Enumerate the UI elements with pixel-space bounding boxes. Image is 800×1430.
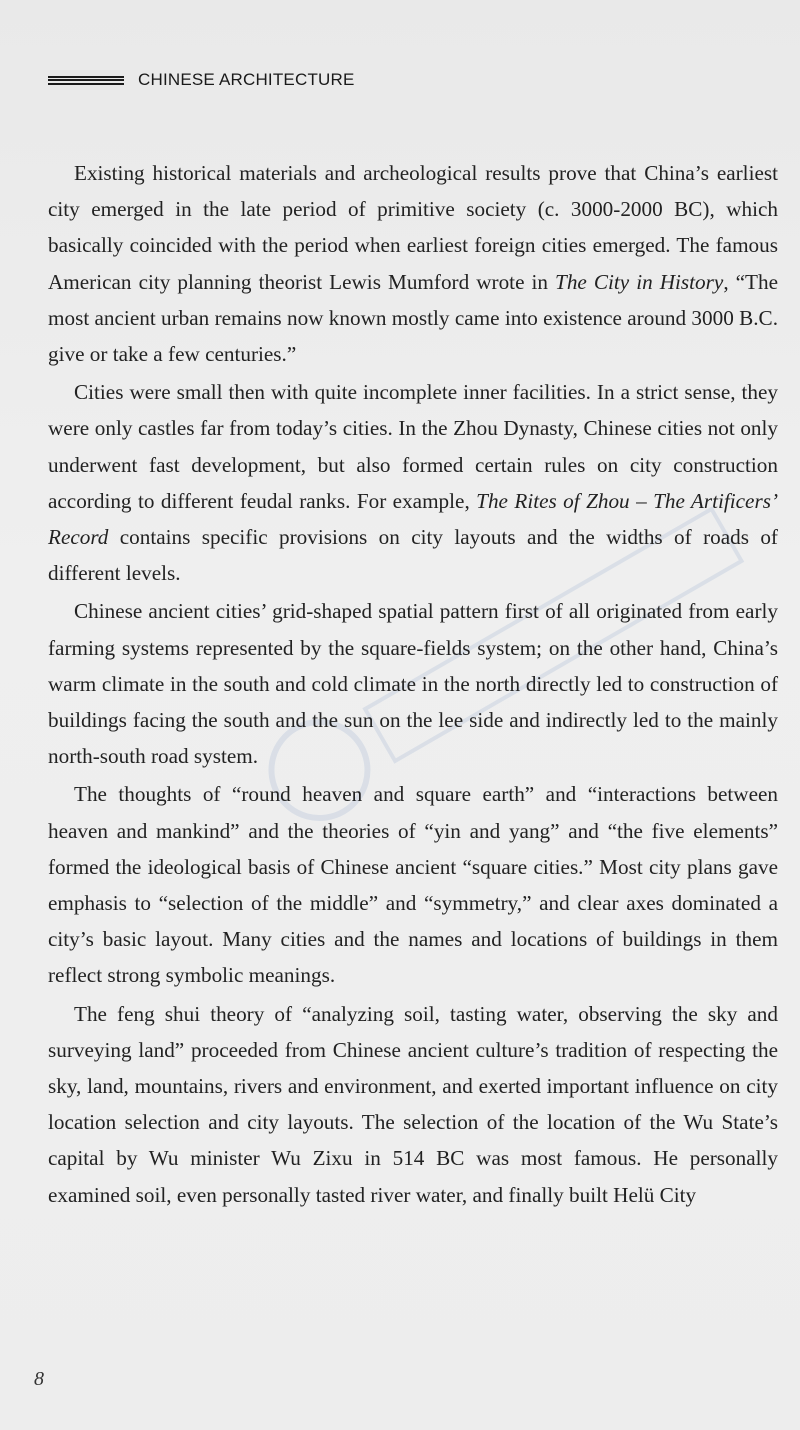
paragraph-1 [48, 155, 778, 372]
paragraph-2-text-b: contains specific provisions on city layouts and the widths of roads of different levels. [48, 525, 778, 586]
running-header [48, 70, 355, 90]
paragraph-3: Chinese ancient cities’ grid-shaped spatial pattern first of all originated from early farming systems represented by the square-fields system; on the other hand, China’s warm climate in the south and cold climate in the north directly led to construction of buildings facing the south and the sun on the lee side and indirectly led to the mainly north-south road system. [48, 599, 778, 769]
book-title-city-in-history: The City in History [555, 269, 724, 294]
paragraph-1-text-b: , “The most ancient urban remains now known mostly came into existence around 3000 B.C. give or take a few centuries.” [48, 269, 778, 367]
paragraph-1-text-a: Existing historical materials and archeological results prove that China’s earliest city emerged in the late period of primitive society (c. 3000-2000 BC), which basically coincided with the period when earliest foreign cities emerged. The famous American city planning theorist Lewis Mumford wrote in [48, 161, 778, 294]
body-text [48, 155, 778, 1215]
paragraph-4: The thoughts of “round heaven and square earth” and “interactions between heaven and mankind” and the theories of “yin and yang” and “the five elements” formed the ideological basis of Chinese ancient “square cities.” Most city plans gave emphasis to “selection of the middle” and “symmetry,” and clear axes dominated a city’s basic layout. Many cities and the names and locations of buildings in them reflect strong symbolic meanings. [48, 782, 778, 988]
paragraph-5: The feng shui theory of “analyzing soil, tasting water, observing the sky and surveying land” proceeded from Chinese ancient culture’s tradition of respecting the sky, land, mountains, rivers and environment, and exerted important influence on city location selection and city layouts. The selection of the location of the Wu State’s capital by Wu minister Wu Zixu in 514 BC was most famous. He personally examined soil, even personally tasted river water, and finally built Helü City [48, 1001, 778, 1207]
book-title-rites-of-zhou: The Rites of Zhou – The Artificers’ Record [48, 488, 778, 550]
paragraph-2 [48, 374, 778, 591]
header-rule-decoration [48, 76, 124, 85]
page-number: 8 [34, 1368, 44, 1390]
paragraph-2-text-a: Cities were small then with quite incomplete inner facilities. In a strict sense, they were only castles far from today’s cities. In the Zhou Dynasty, Chinese cities not only underwent fast development, but also formed certain rules on city construction according to different feudal ranks. For example, [48, 380, 778, 513]
running-title: CHINESE ARCHITECTURE [138, 70, 355, 89]
